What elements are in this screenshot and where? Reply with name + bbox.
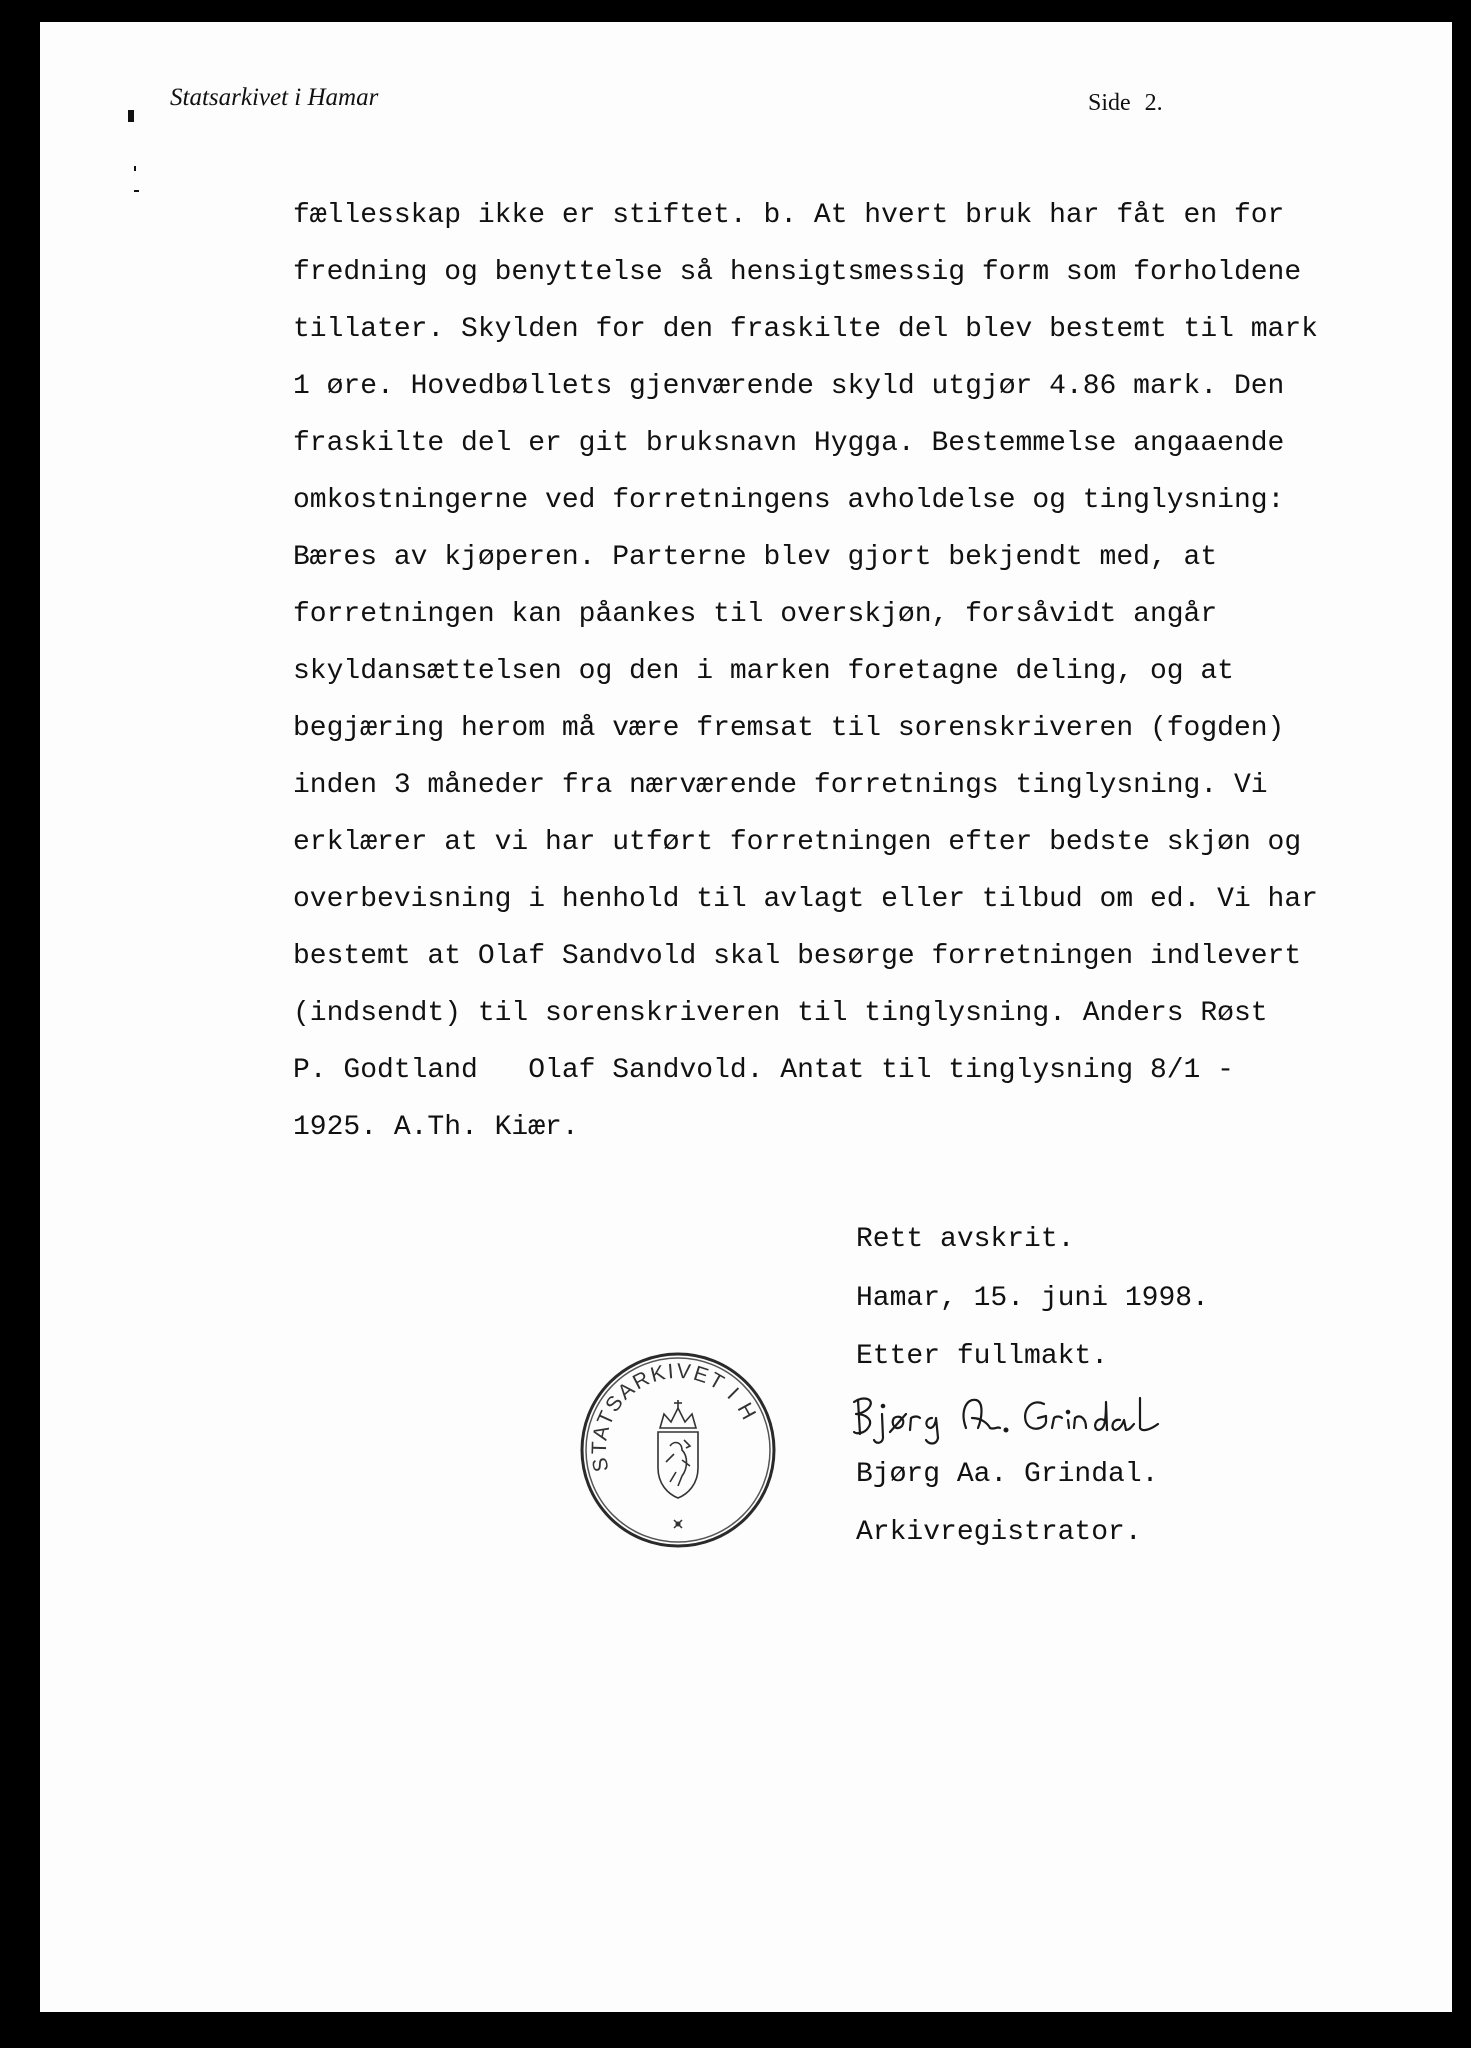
body-line: erklærer at vi har utført forretningen efter bedste skjøn og [293, 827, 1302, 858]
authority-line: Etter fullmakt. [856, 1341, 1109, 1372]
archive-name-header: Statsarkivet i Hamar [170, 84, 379, 111]
body-line: fraskilte del er git bruksnavn Hygga. Bestemmelse angaaende [293, 428, 1285, 459]
margin-mark [128, 110, 134, 122]
body-line: begjæring herom må være fremsat til sorenskriveren (fogden) [293, 713, 1285, 744]
handwritten-signature [848, 1388, 1208, 1448]
page-label: Side [1088, 90, 1131, 116]
closing-block [856, 1220, 1209, 1553]
certification-line: Rett avskrit. [856, 1224, 1075, 1255]
signer-title: Arkivregistrator. [856, 1517, 1142, 1548]
svg-text:STATSARKIVET I HAMAR [578, 1350, 762, 1486]
body-line: fredning og benyttelse så hensigtsmessig form som forholdene [293, 257, 1302, 288]
transcription-body [293, 196, 1318, 1165]
body-line: tillater. Skylden for den fraskilte del blev bestemt til mark [293, 314, 1318, 345]
seal-text: STATSARKIVET I HAMAR [587, 1359, 762, 1474]
body-line: bestemt at Olaf Sandvold skal besørge forretningen indlevert [293, 941, 1302, 972]
body-line: forretningen kan påankes til overskjøn, forsåvidt angår [293, 599, 1218, 630]
body-line: (indsendt) til sorenskriveren til tinglysning. Anders Røst [293, 998, 1268, 1029]
body-line: 1 øre. Hovedbøllets gjenværende skyld utgjør 4.86 mark. Den [293, 371, 1285, 402]
body-line: P. Godtland Olaf Sandvold. Antat til tinglysning 8/1 - [293, 1055, 1234, 1086]
body-line: Bæres av kjøperen. Parterne blev gjort bekjendt med, at [293, 542, 1218, 573]
place-date-line: Hamar, 15. juni 1998. [856, 1283, 1209, 1314]
body-line: overbevisning i henhold til avlagt eller tilbud om ed. Vi har [293, 884, 1318, 915]
page-number: 2. [1144, 90, 1163, 116]
page-number-header [1088, 90, 1163, 117]
body-line: inden 3 måneder fra nærværende forretnings tinglysning. Vi [293, 770, 1268, 801]
signer-name: Bjørg Aa. Grindal. [856, 1459, 1159, 1490]
body-line: omkostningerne ved forretningens avholdelse og tinglysning: [293, 485, 1285, 516]
margin-mark [134, 190, 139, 192]
margin-mark [134, 166, 136, 171]
body-line: 1925. A.Th. Kiær. [293, 1112, 579, 1143]
body-line: fællesskap ikke er stiftet. b. At hvert bruk har fåt en for [293, 200, 1285, 231]
body-line: skyldansættelsen og den i marken foretagne deling, og at [293, 656, 1234, 687]
archive-seal [578, 1350, 778, 1550]
